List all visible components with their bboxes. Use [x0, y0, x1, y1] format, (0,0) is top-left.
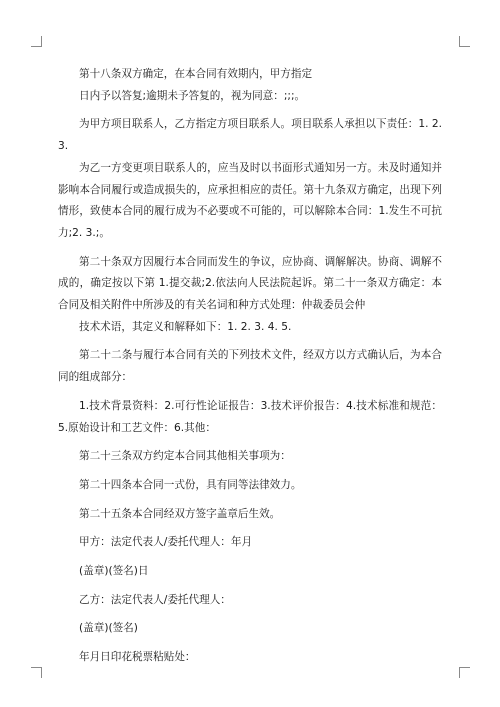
crop-mark-bottom-right	[459, 667, 470, 678]
paragraph-terms: 技术术语，其定义和解释如下：1. 2. 3. 4. 5.	[79, 320, 292, 333]
party-a-seal-line: (盖章)(签名)日	[79, 565, 149, 578]
party-b-seal-line: (盖章)(签名)	[79, 622, 138, 635]
document-body	[58, 64, 442, 676]
paragraph-article-23: 第二十三条双方约定本合同其他相关事项为：	[79, 450, 291, 463]
party-a-signature-line: 甲方：法定代表人/委托代理人：年月	[79, 536, 253, 549]
stamp-tax-line: 年月日印花税票粘贴处：	[79, 651, 196, 664]
paragraph-article-22: 第二十二条与履行本合同有关的下列技术文件，经双方以方式确认后，为本合同的组成部分：	[58, 349, 442, 384]
crop-mark-top-right	[459, 36, 470, 47]
paragraph-reply-deadline: 日内予以答复;逾期未予答复的，视为同意：;;;。	[79, 89, 306, 102]
party-b-signature-line: 乙方：法定代表人/委托代理人：	[79, 593, 231, 606]
paragraph-article-19: 为乙一方变更项目联系人的，应当及时以书面形式通知另一方。未及时通知并影响本合同履行或造成损失的，应承担相应的责任。第十九条双方确定，出现下列情形，致使本合同的履行成为不必要或不可能的，可以解除本合同：1.发生不可抗力;2. 3.;。	[58, 161, 442, 239]
paragraph-contacts: 为甲方项目联系人，乙方指定方项目联系人。项目联系人承担以下责任：1. 2. 3.	[58, 118, 442, 153]
paragraph-article-24: 第二十四条本合同一式份，具有同等法律效力。	[79, 478, 302, 491]
paragraph-article-18: 第十八条双方确定，在本合同有效期内，甲方指定	[79, 68, 313, 80]
paragraph-article-25: 第二十五条本合同经双方签字盖章后生效。	[79, 507, 281, 520]
crop-mark-top-left	[31, 36, 42, 47]
paragraph-tech-documents: 1.技术背景资料：2.可行性论证报告：3.技术评价报告：4.技术标准和规范：5.原始设计和工艺文件：6.其他：	[58, 399, 442, 434]
paragraph-article-20-21: 第二十条双方因履行本合同而发生的争议，应协商、调解解决。协商、调解不成的，确定按以下第 1.提交裁;2.依法向人民法院起诉。第二十一条双方确定：本合同及相关附件中所涉及的有关名词和种方式处理：仲裁委员会仲	[58, 255, 442, 312]
crop-mark-bottom-left	[31, 667, 42, 678]
